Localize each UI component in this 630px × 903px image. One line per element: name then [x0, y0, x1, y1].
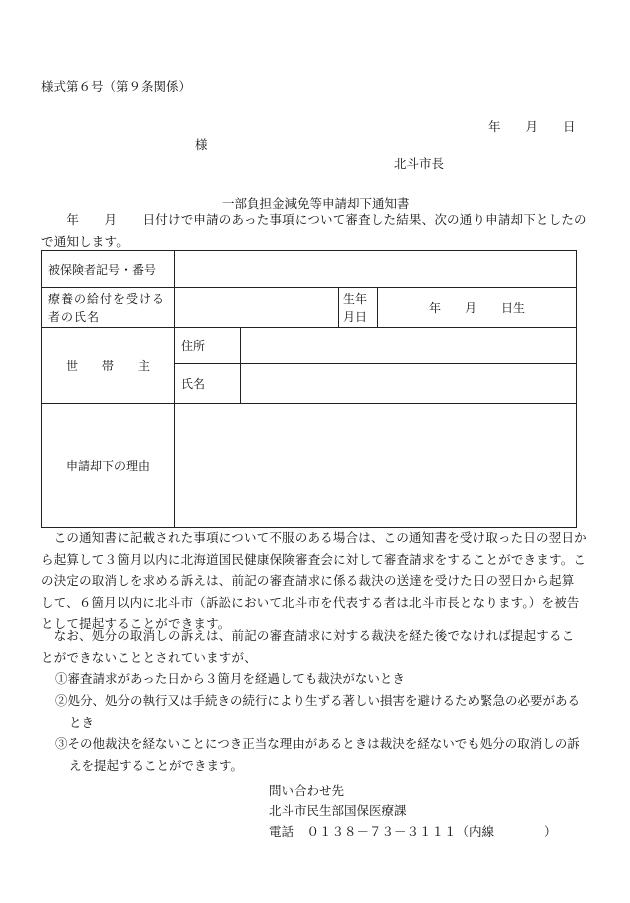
address-label: 住所 — [175, 328, 241, 364]
insured-number-label: 被保険者記号・番号 — [42, 251, 175, 288]
rejection-reason-label: 申請却下の理由 — [42, 404, 175, 528]
contact-department: 北斗市民生部国保医療課 — [269, 803, 407, 818]
form-number: 様式第６号（第９条関係） — [41, 79, 192, 94]
exception-item-2: ②処分、処分の執行又は手続きの続行により生ずる著しい損害を避けるため緊急の必要があるとき — [55, 693, 581, 730]
insured-number-field[interactable] — [175, 251, 577, 288]
lawsuit-paragraph: なお、処分の取消しの訴えは、前記の審査請求に対する裁決を経た後でなければ提起することができないこととされていますが、 — [41, 628, 575, 665]
birth-label: 生年月日 — [339, 288, 378, 328]
notice-form-table — [41, 250, 577, 528]
recipient-name-label: 療養の給付を受ける者の氏名 — [42, 288, 175, 328]
exception-item-3: ③その他裁決を経ないことにつき正当な理由があるときは裁決を経ないでも処分の取消しの訴えを提起することができます。 — [55, 736, 580, 773]
rejection-reason-field[interactable] — [175, 404, 577, 528]
recipient-name-field[interactable] — [175, 288, 339, 328]
contact-heading: 問い合わせ先 — [269, 783, 345, 798]
address-field[interactable] — [241, 328, 577, 364]
name-label: 氏名 — [175, 364, 241, 404]
document-title: 一部負担金減免等申請却下通知書 — [222, 196, 410, 211]
contact-phone: 電話 ０１３８－７３－３１１１（内線 ） — [269, 824, 557, 839]
addressee-suffix: 様 — [195, 137, 208, 152]
issuer: 北斗市長 — [394, 156, 445, 171]
date-line: 年 月 日 — [488, 119, 576, 134]
name-field[interactable] — [241, 364, 577, 404]
exception-item-1: ①審査請求があった日から３箇月を経過しても裁決がないとき — [55, 671, 405, 686]
appeal-paragraph: この通知書に記載された事項について不服のある場合は、この通知書を受け取った日の翌日から起算して３箇月以内に北海道国民健康保険審査会に対して審査請求をすることができます。この決定の取消しを求める訴えは、前記の審査請求に係る裁決の送達を受けた日の翌日から起算して、６箇月以内に北斗市（訴訟において北斗市を代表する者は北斗市長となります。）を被告として提起することができます。 — [41, 530, 587, 631]
household-head-label: 世 帯 主 — [42, 328, 175, 404]
intro-text: 年 月 日付けで申請のあった事項について審査した結果、次の通り申請却下としたので通知します。 — [41, 212, 587, 249]
birth-date-field[interactable]: 年 月 日生 — [378, 288, 577, 328]
